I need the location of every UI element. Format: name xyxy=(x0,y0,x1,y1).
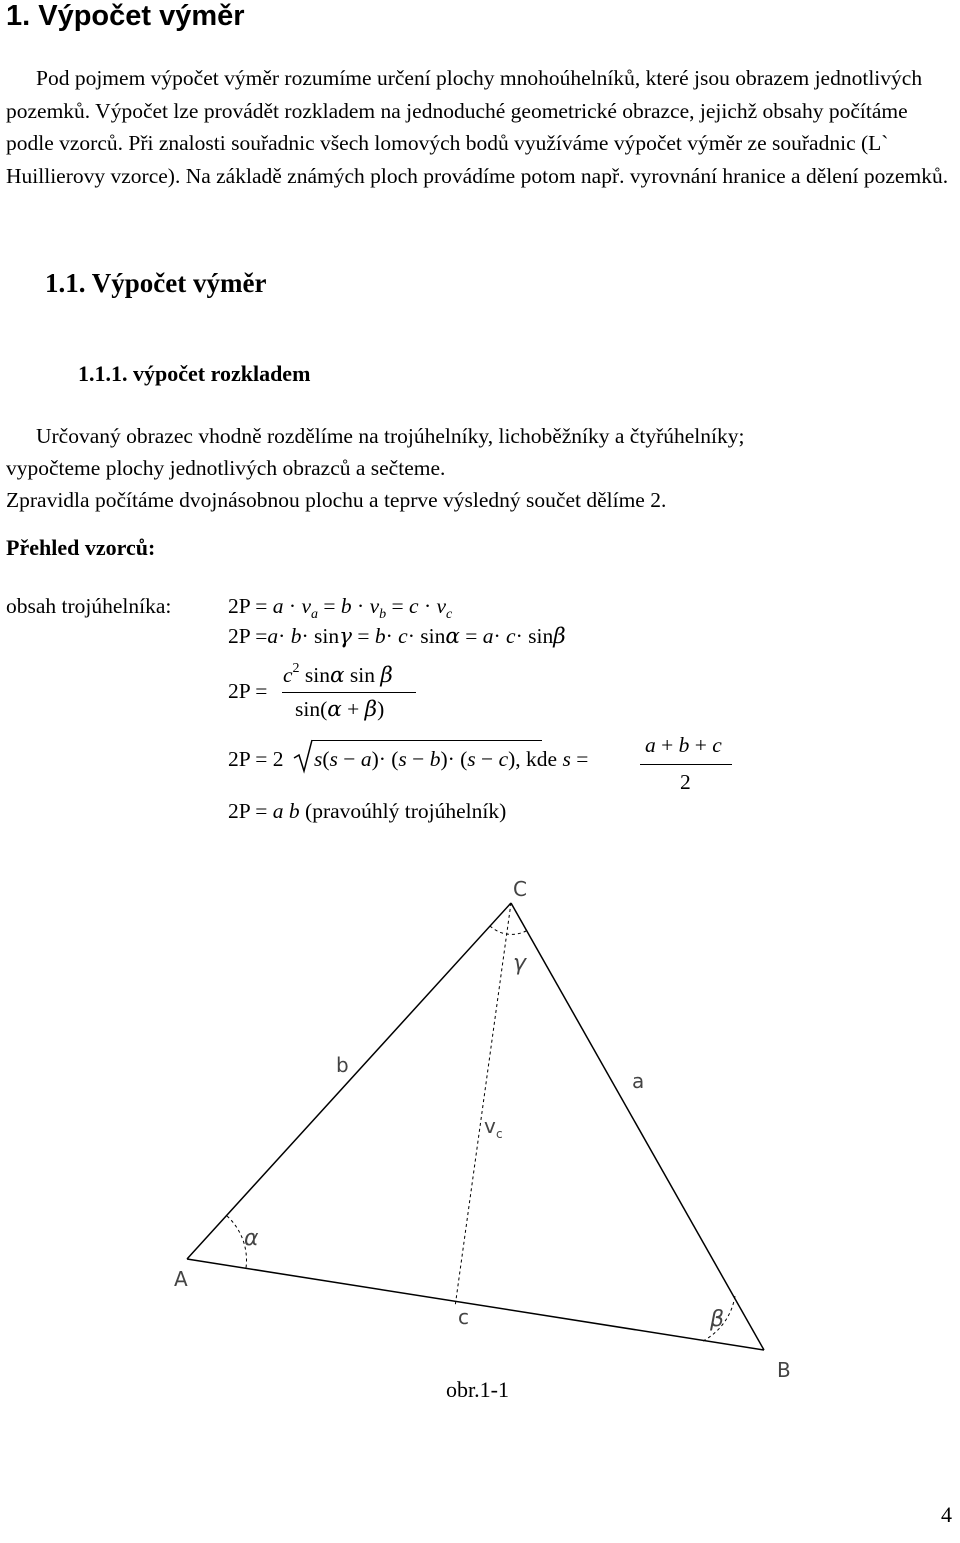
angle-beta-label: β xyxy=(710,1307,725,1332)
formula-overview-heading: Přehled vzorců: xyxy=(6,535,156,560)
angle-alpha-label: α xyxy=(244,1226,259,1251)
figure-caption: obr.1-1 xyxy=(446,1377,509,1402)
angle-gamma-label: γ xyxy=(513,951,527,976)
page-title: 1. Výpočet výměr xyxy=(6,0,245,32)
triangle-figure xyxy=(0,870,960,1380)
body-paragraph xyxy=(6,420,744,516)
side-c-line xyxy=(187,1259,764,1350)
fraction-bar xyxy=(282,692,416,693)
formula-one-side-numerator: $c^2$ sinα sin β xyxy=(283,661,393,688)
formula-height: $2P = a \cdot v_a = b \cdot v_b = c \cdot v_c$ xyxy=(228,594,453,622)
formula-right-triangle: 2P = a b (pravoúhlý trojúhelník) xyxy=(228,799,507,823)
vertex-c-label: C xyxy=(513,877,527,901)
page-number: 4 xyxy=(941,1502,952,1527)
section-heading: 1.1. Výpočet výměr xyxy=(45,268,267,298)
formula-heron-body: s(s − a)· (s − b)· (s − c), kde s = xyxy=(314,747,589,771)
height-vc-line xyxy=(455,903,511,1307)
formula-label: obsah trojúhelníka: xyxy=(6,594,172,618)
para-line-1: Určovaný obrazec vhodně rozdělíme na trojúhelníky, lichoběžníky a čtyřúhelníky; xyxy=(36,424,745,448)
height-label: v xyxy=(484,1114,496,1138)
formula-sine: 2P =a· b· sinγ = b· c· sinα = a· c· sinβ xyxy=(228,624,566,649)
semiperimeter-numerator: a + b + c xyxy=(645,733,722,757)
right-triangle-note: (pravoúhlý trojúhelník) xyxy=(305,799,507,823)
vertex-b-label: B xyxy=(777,1358,791,1380)
side-b-line xyxy=(187,903,511,1259)
side-a-label: a xyxy=(632,1069,645,1093)
semiperimeter-bar xyxy=(640,764,732,765)
side-b-label: b xyxy=(336,1053,349,1077)
vertex-a-label: A xyxy=(174,1267,188,1291)
subsection-heading: 1.1.1. výpočet rozkladem xyxy=(78,361,311,386)
sqrt-bar xyxy=(312,740,542,741)
semiperimeter-denominator: 2 xyxy=(680,770,691,794)
side-a-line xyxy=(511,903,764,1350)
sqrt-icon xyxy=(293,738,313,774)
height-sub-label: c xyxy=(496,1127,503,1141)
intro-text: Pod pojmem výpočet výměr rozumíme určení plochy mnohoúhelníků, které jsou obrazem jednotlivých pozemků. Výpočet lze provádět rozkladem na jednoduché geometrické obrazce, jejichž obsahy počítáme podle vzorců. Při znalosti souřadnic všech lomových bodů využíváme výpočet výměr ze souřadnic (L` Huillierovy vzorce). Na základě známých ploch provádíme potom např. vyrovnání hranice a dělení pozemků. xyxy=(6,66,949,188)
formula-one-side: 2P = xyxy=(228,679,268,703)
side-c-label: c xyxy=(458,1305,469,1329)
para-line-3: Zpravidla počítáme dvojnásobnou plochu a teprve výsledný součet dělíme 2. xyxy=(6,488,667,512)
para-line-2: vypočteme plochy jednotlivých obrazců a sečteme. xyxy=(6,456,446,480)
formula-one-side-denominator: sin(α + β) xyxy=(295,697,385,722)
kde-label: , kde xyxy=(515,747,558,771)
intro-paragraph xyxy=(6,62,954,192)
formula-heron: 2P = 2 xyxy=(228,747,284,771)
